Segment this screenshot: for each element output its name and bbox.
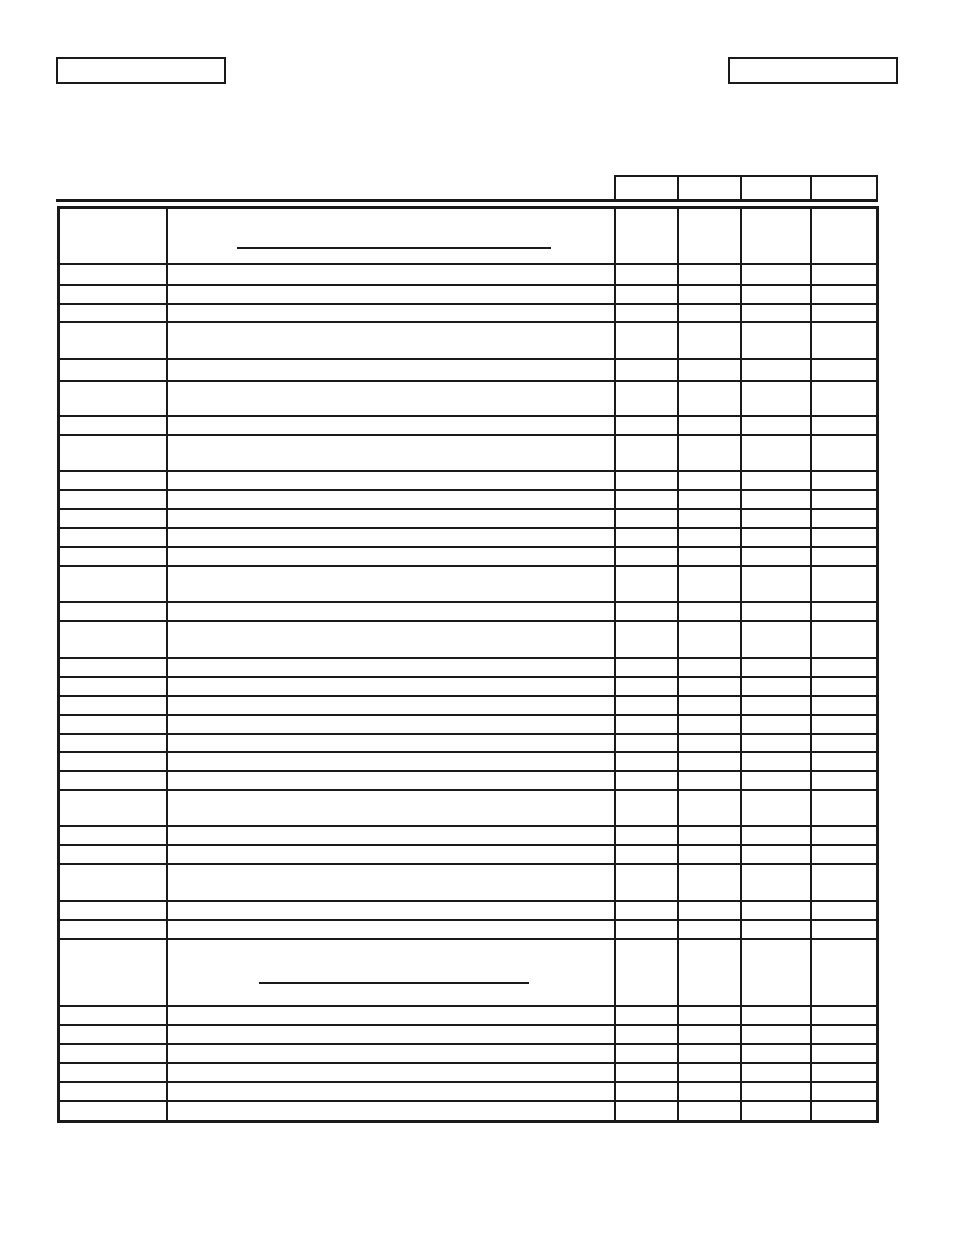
table-row-divider bbox=[57, 1062, 877, 1064]
table-column-divider bbox=[810, 206, 812, 1123]
table-row-divider bbox=[57, 844, 877, 846]
table-row-divider bbox=[57, 206, 877, 209]
table-row-divider bbox=[57, 770, 877, 772]
table-row-divider bbox=[57, 1043, 877, 1045]
table-row-divider bbox=[57, 546, 877, 548]
table-row-divider bbox=[57, 657, 877, 659]
table-row-divider bbox=[57, 676, 877, 678]
table-row-divider bbox=[57, 358, 877, 360]
table-row-divider bbox=[57, 508, 877, 510]
table-row-divider bbox=[57, 1024, 877, 1026]
table-column-divider bbox=[876, 206, 879, 1123]
table-row-divider bbox=[57, 263, 877, 265]
table-row-divider bbox=[57, 527, 877, 529]
table-row-divider bbox=[57, 695, 877, 697]
table-column-divider bbox=[677, 206, 679, 1123]
table-row-divider bbox=[57, 789, 877, 791]
table-column-divider bbox=[57, 206, 60, 1123]
table-column-divider bbox=[740, 206, 742, 1123]
table-row-divider bbox=[57, 380, 877, 382]
table-row-divider bbox=[57, 489, 877, 491]
table-row-divider bbox=[57, 284, 877, 286]
table-row-divider bbox=[57, 601, 877, 603]
table-row-divider bbox=[57, 1100, 877, 1102]
table-column-divider bbox=[166, 206, 168, 1123]
table-row-divider bbox=[57, 751, 877, 753]
table-row-divider bbox=[57, 863, 877, 865]
table-row-divider bbox=[57, 938, 877, 940]
description-header-underline bbox=[237, 247, 551, 249]
table-row-divider bbox=[57, 714, 877, 716]
table-row-divider bbox=[57, 303, 877, 305]
header-right-box bbox=[728, 57, 898, 84]
table-row-divider bbox=[57, 733, 877, 735]
table-row-divider bbox=[57, 825, 877, 827]
table-row-divider bbox=[57, 1120, 877, 1123]
table-row-divider bbox=[57, 415, 877, 417]
table-row-divider bbox=[57, 470, 877, 472]
table-row-divider bbox=[57, 565, 877, 567]
table-row-divider bbox=[57, 321, 877, 323]
table-row-divider bbox=[57, 1005, 877, 1007]
thick-separator-rule bbox=[56, 199, 878, 202]
table-row-divider bbox=[57, 900, 877, 902]
table-column-divider bbox=[614, 206, 616, 1123]
table-row-divider bbox=[57, 1081, 877, 1083]
table-row-divider bbox=[57, 434, 877, 436]
section-heading-underline bbox=[259, 982, 529, 984]
header-left-box bbox=[56, 57, 226, 84]
table-row-divider bbox=[57, 620, 877, 622]
table-row-divider bbox=[57, 919, 877, 921]
